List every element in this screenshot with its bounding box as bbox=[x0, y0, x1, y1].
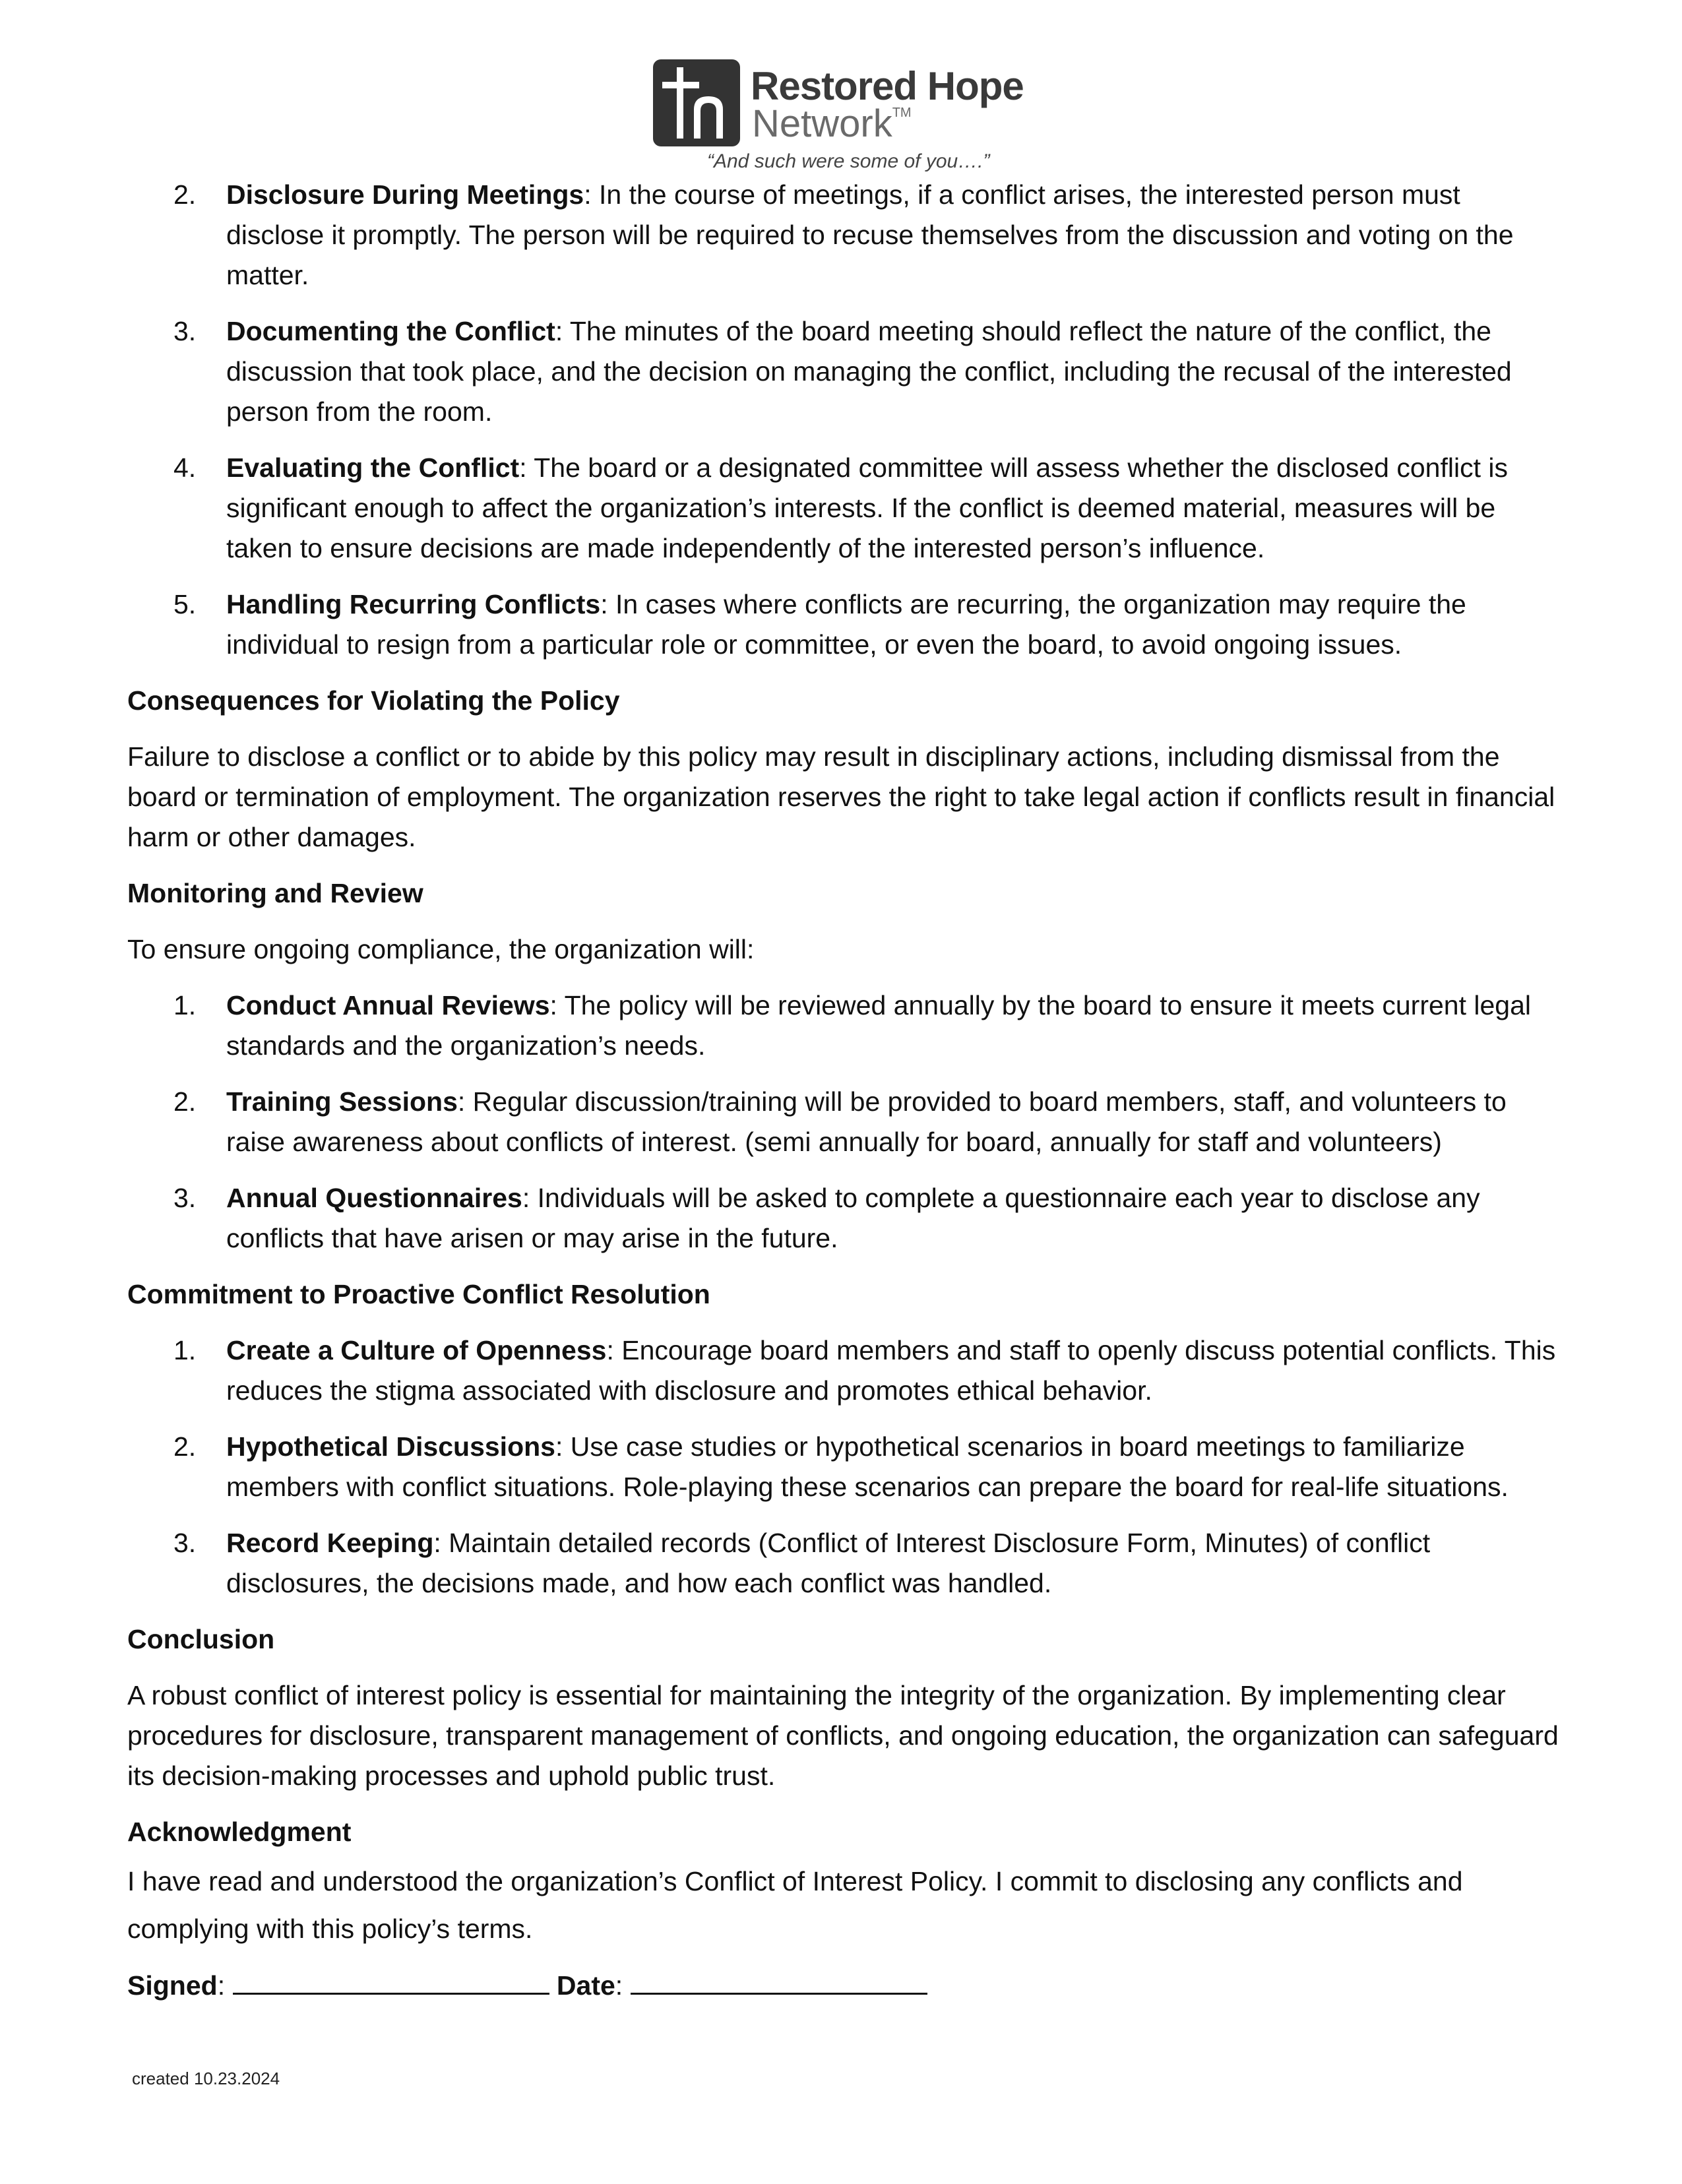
organization-logo bbox=[653, 59, 1062, 178]
item-term: Create a Culture of Openness bbox=[226, 1335, 607, 1365]
list-item: 2. Hypothetical Discussions: Use case studies or hypothetical scenarios in board meetings to familiarize members with conflict situations. Role-playing these scenarios can prepare the board for real-life situations. bbox=[173, 1431, 1509, 1502]
list-item: 3. Record Keeping: Maintain detailed records (Conflict of Interest Disclosure Form, Minutes) of conflict disclosures, the decisions made, and how each conflict was handled. bbox=[173, 1528, 1431, 1598]
monitoring-list bbox=[127, 985, 1559, 1259]
logo-name: Restored Hope bbox=[751, 64, 1024, 108]
item-term: Hypothetical Discussions bbox=[226, 1431, 555, 1462]
list-item: 3. Annual Questionnaires: Individuals will be asked to complete a questionnaire each year to disclose any conflicts that have arisen or may arise in the future. bbox=[173, 1183, 1480, 1253]
consequences-text: Failure to disclose a conflict or to abide by this policy may result in disciplinary actions, including dismissal from the board or termination of employment. The organization reserves the right to take legal action if conflicts result in financial harm or other damages. bbox=[127, 741, 1555, 852]
conclusion-heading: Conclusion bbox=[127, 1624, 275, 1654]
date-label: Date bbox=[556, 1970, 615, 2001]
list-item: 1. Create a Culture of Openness: Encourage board members and staff to openly discuss potential conflicts. This reduces the stigma associated with disclosure and promotes ethical behavior. bbox=[173, 1335, 1556, 1406]
list-item: 2. Disclosure During Meetings: In the course of meetings, if a conflict arises, the interested person must disclose it promptly. The person will be required to recuse themselves from the discussion and voting on the matter. bbox=[173, 179, 1514, 290]
trademark: TM bbox=[892, 106, 912, 120]
procedures-list bbox=[127, 175, 1559, 665]
list-item: 4. Evaluating the Conflict: The board or a designated committee will assess whether the disclosed conflict is significant enough to affect the organization’s interests. If the conflict is deemed material, measures will be taken to ensure decisions are made independently of the interested person’s influence. bbox=[173, 452, 1508, 563]
item-term: Training Sessions bbox=[226, 1086, 458, 1117]
list-item: 5. Handling Recurring Conflicts: In cases where conflicts are recurring, the organization may require the individual to resign from a particular role or committee, or even the board, to avoid ongoing issues. bbox=[173, 589, 1466, 660]
list-item: 1. Conduct Annual Reviews: The policy will be reviewed annually by the board to ensure it meets current legal standards and the organization’s needs. bbox=[173, 990, 1531, 1061]
commitment-list bbox=[127, 1330, 1559, 1604]
monitoring-heading: Monitoring and Review bbox=[127, 878, 423, 908]
acknowledgment-heading: Acknowledgment bbox=[127, 1817, 352, 1847]
item-term: Record Keeping bbox=[226, 1528, 434, 1558]
signature-field[interactable] bbox=[233, 1966, 549, 1995]
item-term: Handling Recurring Conflicts bbox=[226, 589, 601, 619]
consequences-heading: Consequences for Violating the Policy bbox=[127, 685, 620, 716]
list-item: 3. Documenting the Conflict: The minutes of the board meeting should reflect the nature of the conflict, the discussion that took place, and the decision on managing the conflict, including the recusal of the interested person from the room. bbox=[173, 316, 1512, 427]
acknowledgment-text: I have read and understood the organization’s Conflict of Interest Policy. I commit to disclosing any conflicts and complying with this policy’s terms. bbox=[127, 1866, 1463, 1944]
item-term: Documenting the Conflict bbox=[226, 316, 555, 346]
item-term: Evaluating the Conflict bbox=[226, 452, 520, 483]
signature-row: Signed: Date: bbox=[127, 1966, 1559, 2006]
signed-label: Signed bbox=[127, 1970, 218, 2001]
list-item: 2. Training Sessions: Regular discussion/training will be provided to board members, staff, and volunteers to raise awareness about conflicts of interest. (semi annually for board, annually for staff and volunteers) bbox=[173, 1086, 1507, 1157]
logo-subname: Network™ bbox=[752, 102, 912, 145]
conclusion-text: A robust conflict of interest policy is essential for maintaining the integrity of the organization. By implementing clear procedures for disclosure, transparent management of conflicts, and ongoing education, the organization can safeguard its decision-making processes and uphold public trust. bbox=[127, 1680, 1559, 1791]
item-term: Conduct Annual Reviews bbox=[226, 990, 550, 1020]
created-date: created 10.23.2024 bbox=[132, 2069, 280, 2088]
commitment-heading: Commitment to Proactive Conflict Resolution bbox=[127, 1279, 710, 1309]
item-term: Disclosure During Meetings bbox=[226, 179, 584, 210]
monitoring-intro: To ensure ongoing compliance, the organization will: bbox=[127, 934, 755, 964]
date-field[interactable] bbox=[631, 1966, 927, 1995]
logo-tagline: “And such were some of you….” bbox=[707, 150, 990, 172]
cross-logo-icon bbox=[653, 59, 740, 146]
document-body bbox=[127, 175, 1559, 2006]
item-term: Annual Questionnaires bbox=[226, 1183, 522, 1213]
